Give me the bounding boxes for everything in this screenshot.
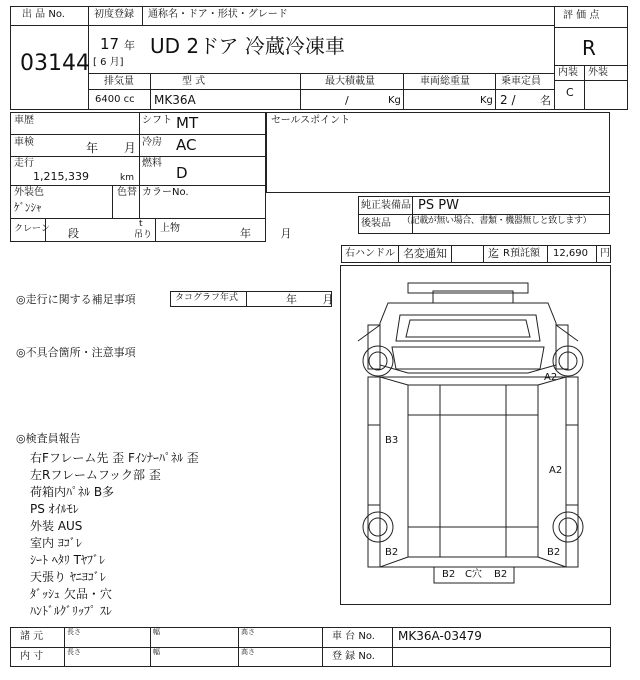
inspector-report-line: ｼｰﾄ ﾍﾀﾘ Tﾔﾌﾞﾚ [30, 553, 105, 567]
color-code-label: カラーNo. [142, 187, 189, 198]
reg-label: 登 録 No. [332, 651, 375, 662]
aftermarket-label: 後装品 [361, 218, 391, 229]
capacity-unit: 名 [540, 94, 551, 107]
fuel-label: 燃料 [142, 158, 162, 169]
tachograph-value: 年 月 [286, 293, 334, 306]
aftermarket-note: （記載が無い場合、書類・機器無しと致します） [402, 216, 592, 226]
model-desc-label: 通称名・ドア・形状・グレード [148, 9, 288, 20]
year-unit: 年 [124, 39, 135, 52]
deposit-label: 迄 [488, 247, 499, 260]
height-label-2: 高さ [241, 648, 255, 656]
shift-value: MT [176, 114, 199, 132]
ext-color-value: ｹﾞﾝｼｬ [14, 201, 42, 214]
ext-color-label: 外装色 [14, 187, 44, 198]
width-label-2: 幅 [153, 648, 160, 656]
mark-b2-rear-a: B2 [442, 569, 456, 580]
displacement: 6400 cc [95, 94, 135, 105]
inspection-label: 車検 [14, 137, 34, 148]
model-desc: UD 2ドア 冷蔵冷凍車 [150, 34, 345, 58]
inspector-report-line: 外装 AUS [30, 519, 83, 533]
mileage-value: 1,215,339 [33, 170, 89, 183]
defects-label: ◎不具合箇所・注意事項 [16, 346, 136, 359]
mark-c-hole: C穴 [465, 569, 482, 580]
capacity-label: 乗車定員 [501, 76, 541, 87]
mark-a2-front-right: A2 [544, 372, 558, 383]
equipment-label: 純正装備品 [361, 200, 411, 211]
history-label: 車歴 [14, 115, 34, 126]
inspector-report-line: 室内 ﾖｺﾞﾚ [30, 536, 82, 550]
model-type-label: 型 式 [182, 76, 206, 87]
interior-dims-label: 内 寸 [20, 651, 44, 662]
first-reg-month: [ 6 月] [93, 57, 124, 68]
mileage-unit: km [120, 173, 134, 183]
name-change-label: 名変通知 [403, 247, 447, 260]
displacement-label: 排気量 [104, 76, 134, 87]
inspector-report-line: ﾀﾞｯｼｭ 欠品・穴 [30, 587, 112, 601]
first-reg-label: 初度登録 [94, 9, 134, 20]
chassis-label: 車 台 No. [332, 631, 375, 642]
mark-a2-right: A2 [549, 465, 563, 476]
tachograph-label: タコグラフ年式 [175, 293, 239, 303]
sales-point-label: セールスポイント [271, 115, 351, 126]
grade-label: 評 価 点 [563, 10, 600, 21]
gross-weight-label: 車両総重量 [420, 76, 470, 87]
max-load-unit: Kg [388, 95, 401, 106]
crane-label: クレーン [14, 224, 50, 234]
mark-b3-left: B3 [385, 435, 399, 446]
right-handle: 右ハンドル [345, 248, 395, 259]
inspector-report-line: PS ｵｲﾙﾓﾚ [30, 502, 79, 516]
chassis-no: MK36A-03479 [398, 629, 482, 643]
crane-stage: 段 [68, 227, 79, 240]
crane-lift: 吊り [134, 230, 153, 240]
gross-weight-unit: Kg [480, 95, 493, 106]
mileage-label: 走行 [14, 158, 34, 169]
model-type: MK36A [154, 93, 196, 107]
ac-label: 冷房 [142, 137, 162, 148]
inspection-value: 年 月 [86, 141, 136, 155]
recycle-label: R預託額 [503, 248, 540, 259]
exterior-label: 外装 [588, 67, 608, 78]
equipment-value: PS PW [418, 198, 459, 213]
interior-label: 内装 [558, 67, 578, 78]
crane-ton: t [139, 219, 143, 229]
width-label: 幅 [153, 628, 160, 636]
lot-no-label: 出 品 No. [22, 9, 65, 20]
lot-no: 03144 [20, 51, 90, 76]
max-load-label: 最大積載量 [325, 76, 375, 87]
color-no-label: 色替 [117, 187, 137, 198]
inspector-report-line: 荷箱内ﾊﾟﾈﾙ B多 [30, 485, 115, 499]
shift-label: シフト [142, 115, 172, 126]
mark-b2-rear-right: B2 [547, 547, 561, 558]
vehicle-diagram [340, 265, 611, 605]
length-label-2: 長さ [67, 648, 81, 656]
capacity: 2 / [500, 93, 516, 107]
inspector-label: ◎検査員報告 [16, 432, 81, 445]
crane-top-label: 上物 [160, 223, 180, 234]
interior-grade: C [566, 86, 574, 99]
inspector-report-line: ﾊﾝﾄﾞﾙｸﾞﾘｯﾌﾟ ｽﾚ [30, 604, 112, 618]
ac-value: AC [176, 136, 197, 154]
inspector-report-line: 天張り ﾔﾆﾖｺﾞﾚ [30, 570, 106, 584]
recycle-value: 12,690 [553, 248, 588, 259]
first-reg-year: 17 [100, 35, 120, 53]
inspector-report-line: 右Fフレーム先 歪 Fｲﾝﾅｰﾊﾟﾈﾙ 歪 [30, 451, 199, 465]
inspector-report-line: 左Rフレームフック部 歪 [30, 468, 161, 482]
fuel-value: D [176, 164, 188, 182]
grade-value: R [582, 36, 596, 60]
mark-b2-rear-left: B2 [385, 547, 399, 558]
dims-label: 諸 元 [20, 631, 44, 642]
truck-outline-icon [340, 265, 611, 605]
length-label: 長さ [67, 628, 81, 636]
mark-b2-rear-b: B2 [494, 569, 508, 580]
supplement-label: ◎走行に関する補足事項 [16, 293, 136, 306]
max-load: / [345, 94, 349, 107]
height-label: 高さ [241, 628, 255, 636]
crane-top-value: 年 月 [240, 227, 292, 240]
yen-unit: 円 [600, 248, 610, 259]
